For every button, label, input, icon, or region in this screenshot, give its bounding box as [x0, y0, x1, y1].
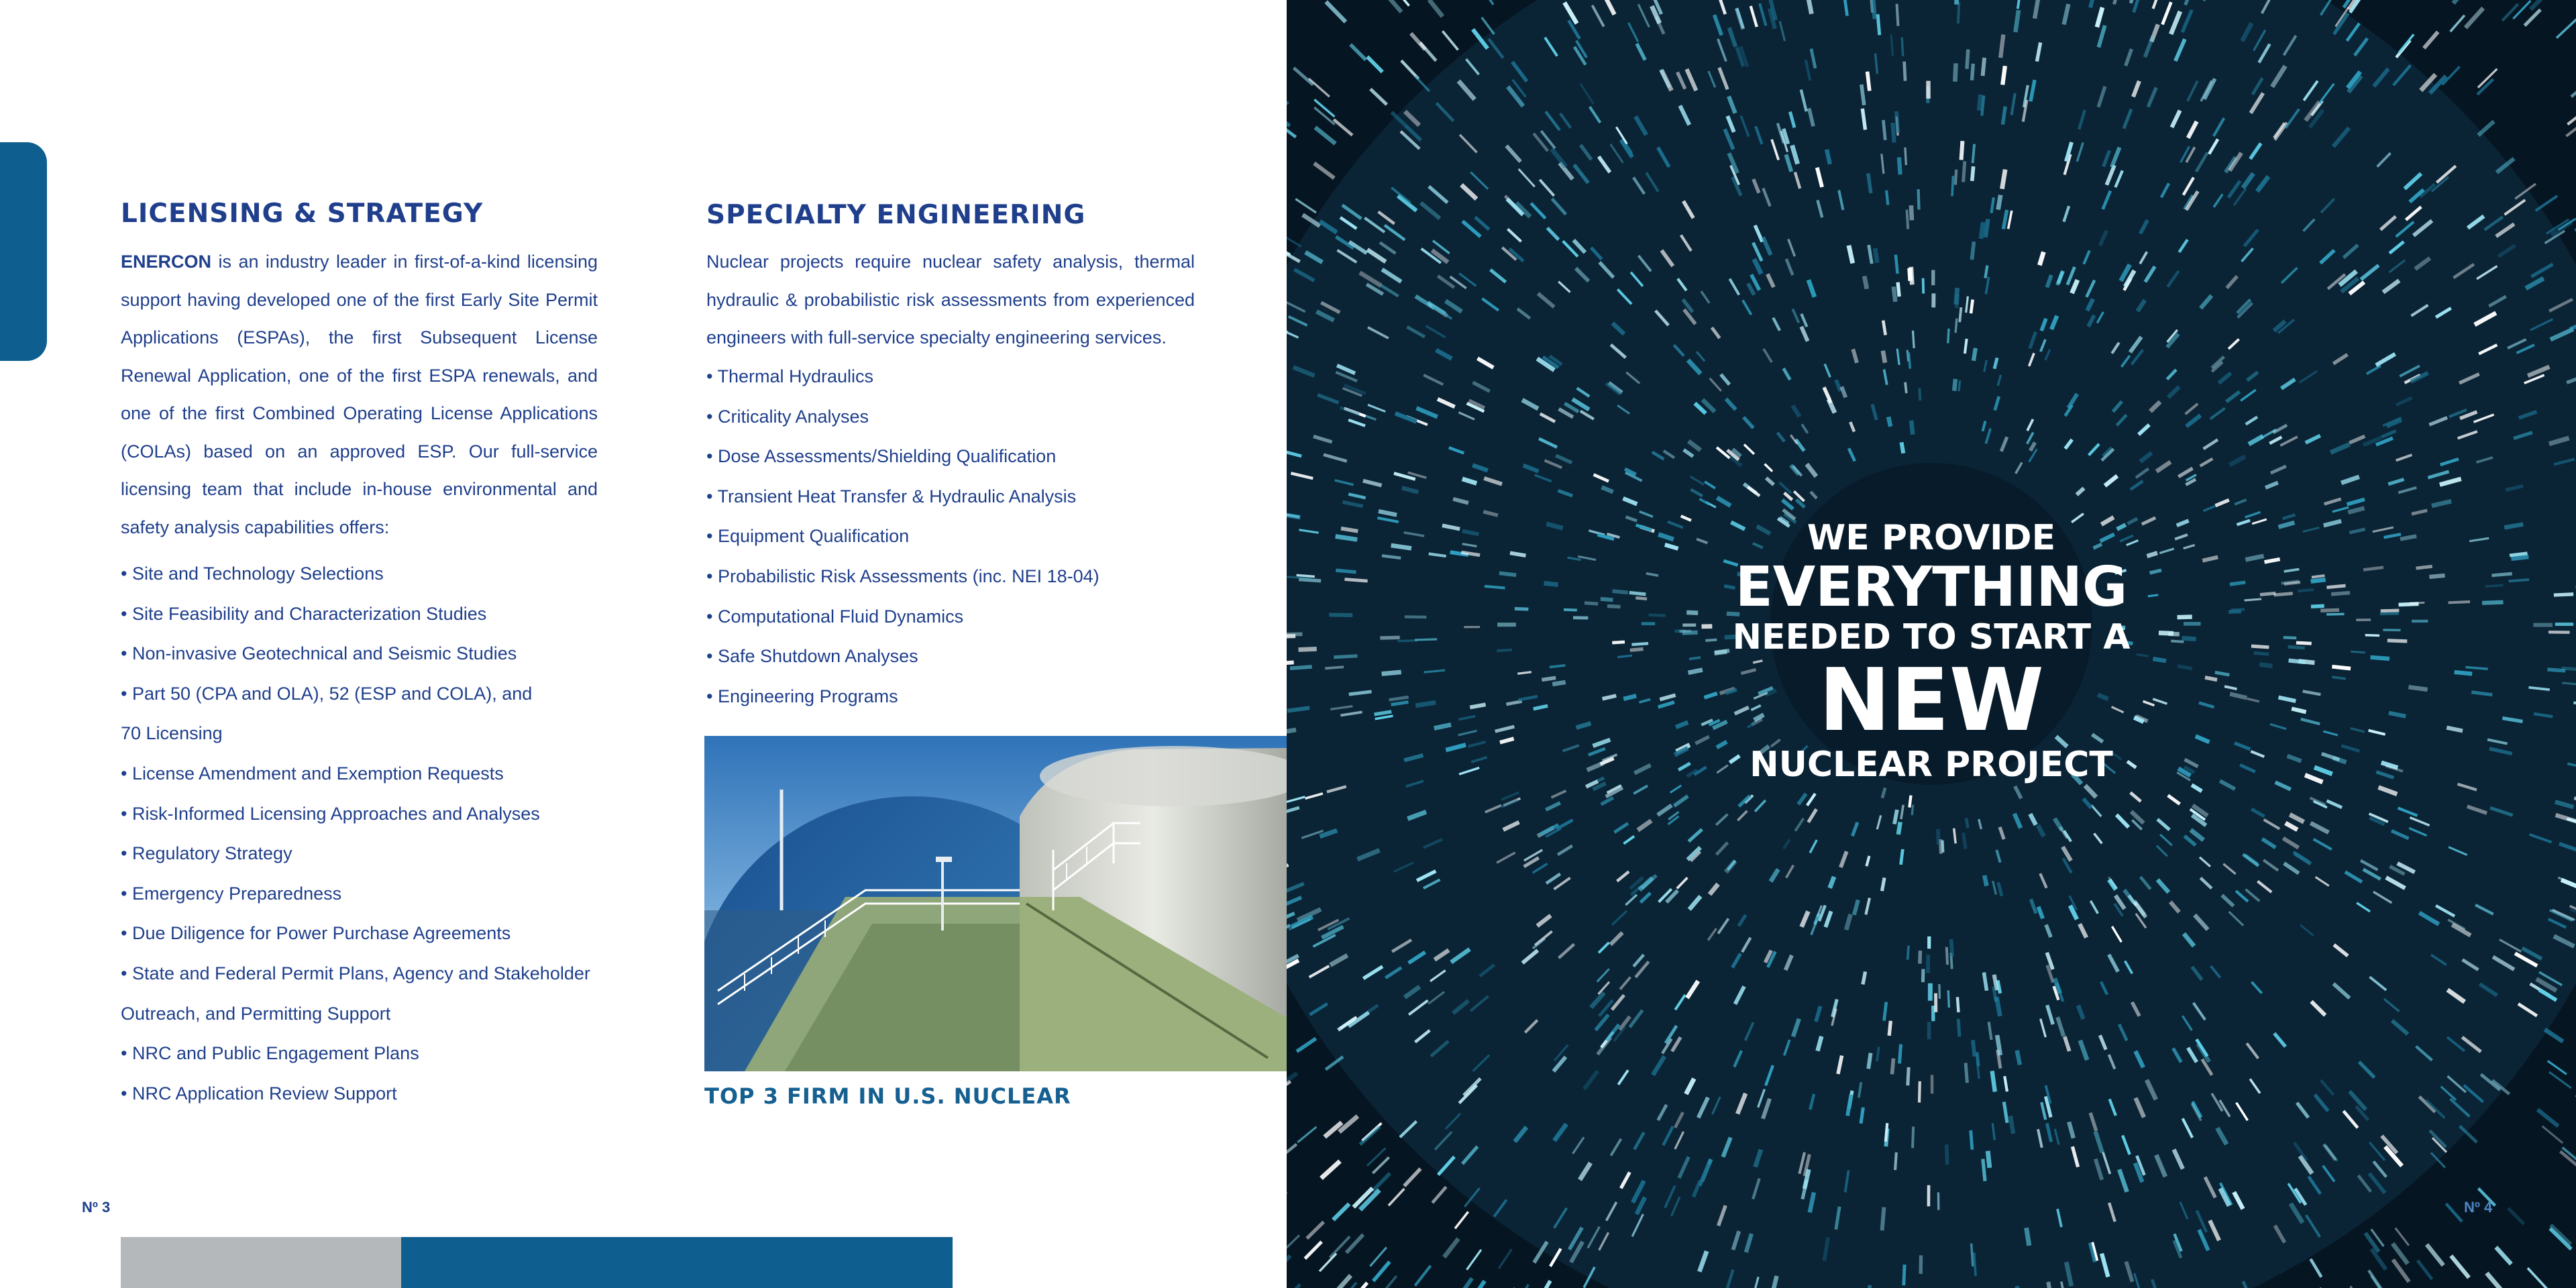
left-page: [0, 0, 1287, 1288]
list-item: • Safe Shutdown Analyses: [706, 646, 918, 667]
headline-line-4: NEW: [1819, 651, 2044, 751]
specialty-intro: Nuclear projects require nuclear safety analysis, thermal hydraulic & probabilistic risk assessments from experienced engineers with full-service specialty engineering services.: [706, 252, 1195, 347]
list-item: • NRC Application Review Support: [121, 1083, 397, 1104]
list-item: • Part 50 (CPA and OLA), 52 (ESP and COLA), and: [121, 683, 533, 704]
list-item: • Dose Assessments/Shielding Qualification: [706, 446, 1057, 467]
list-item: • Non-invasive Geotechnical and Seismic Studies: [121, 643, 517, 664]
page-number-right: Nº 4: [2464, 1199, 2493, 1216]
licensing-heading: LICENSING & STRATEGY: [121, 199, 484, 229]
list-item: • Thermal Hydraulics: [706, 366, 874, 386]
nuclear-plant-photo: [704, 736, 1287, 1071]
photo-caption: TOP 3 FIRM IN U.S. NUCLEAR: [704, 1083, 1071, 1109]
list-item: • Engineering Programs: [706, 686, 898, 706]
list-item: • Site Feasibility and Characterization Studies: [121, 603, 487, 624]
headline-line-2: EVERYTHING: [1735, 555, 2128, 619]
headline-line-5: NUCLEAR PROJECT: [1750, 745, 2113, 785]
list-item: • Due Diligence for Power Purchase Agreements: [121, 923, 511, 944]
headline-line-1: WE PROVIDE: [1807, 518, 2056, 558]
footer-grey-bar: [121, 1237, 401, 1288]
list-item: • State and Federal Permit Plans, Agency and Stakeholder: [121, 963, 590, 983]
side-tab: [0, 142, 47, 361]
list-item: • Probabilistic Risk Assessments (inc. NEI 18-04): [706, 566, 1099, 586]
list-item: • Risk-Informed Licensing Approaches and Analyses: [121, 803, 540, 824]
licensing-intro-text: is an industry leader in first-of-a-kind licensing support having developed one of the first Early Site Permit Applications (ESPAs), the first Subsequent License Renewal Application, one of the first ESPA renewals, and one of the first Combined Operating License Applications (COLAs) based on an approved ESP. Our full-service licensing team that include in-house environmental and safety analysis capabilities offers:: [121, 252, 598, 537]
list-item: • Criticality Analyses: [706, 406, 869, 427]
footer-blue-bar: [401, 1237, 953, 1288]
licensing-list: [121, 554, 590, 1114]
list-item: Outreach, and Permitting Support: [121, 1003, 391, 1024]
list-item: • Emergency Preparedness: [121, 883, 342, 904]
list-item: • Equipment Qualification: [706, 526, 910, 547]
licensing-intro: [121, 243, 598, 546]
list-item: • Computational Fluid Dynamics: [706, 606, 964, 627]
specialty-list: [706, 357, 1099, 716]
list-item: • License Amendment and Exemption Requests: [121, 763, 504, 784]
list-item: • NRC and Public Engagement Plans: [121, 1043, 419, 1064]
specialty-heading: SPECIALTY ENGINEERING: [706, 200, 1086, 230]
list-item: 70 Licensing: [121, 723, 223, 744]
list-item: • Regulatory Strategy: [121, 843, 292, 864]
headline: [1730, 517, 2133, 786]
list-item: • Site and Technology Selections: [121, 564, 384, 584]
right-page: [1287, 0, 2576, 1288]
brand-name: ENERCON: [121, 252, 212, 272]
list-item: • Transient Heat Transfer & Hydraulic Analysis: [706, 486, 1077, 506]
headline-line-3: NEEDED TO START A: [1732, 617, 2131, 657]
page-number-left: Nº 3: [82, 1199, 111, 1216]
